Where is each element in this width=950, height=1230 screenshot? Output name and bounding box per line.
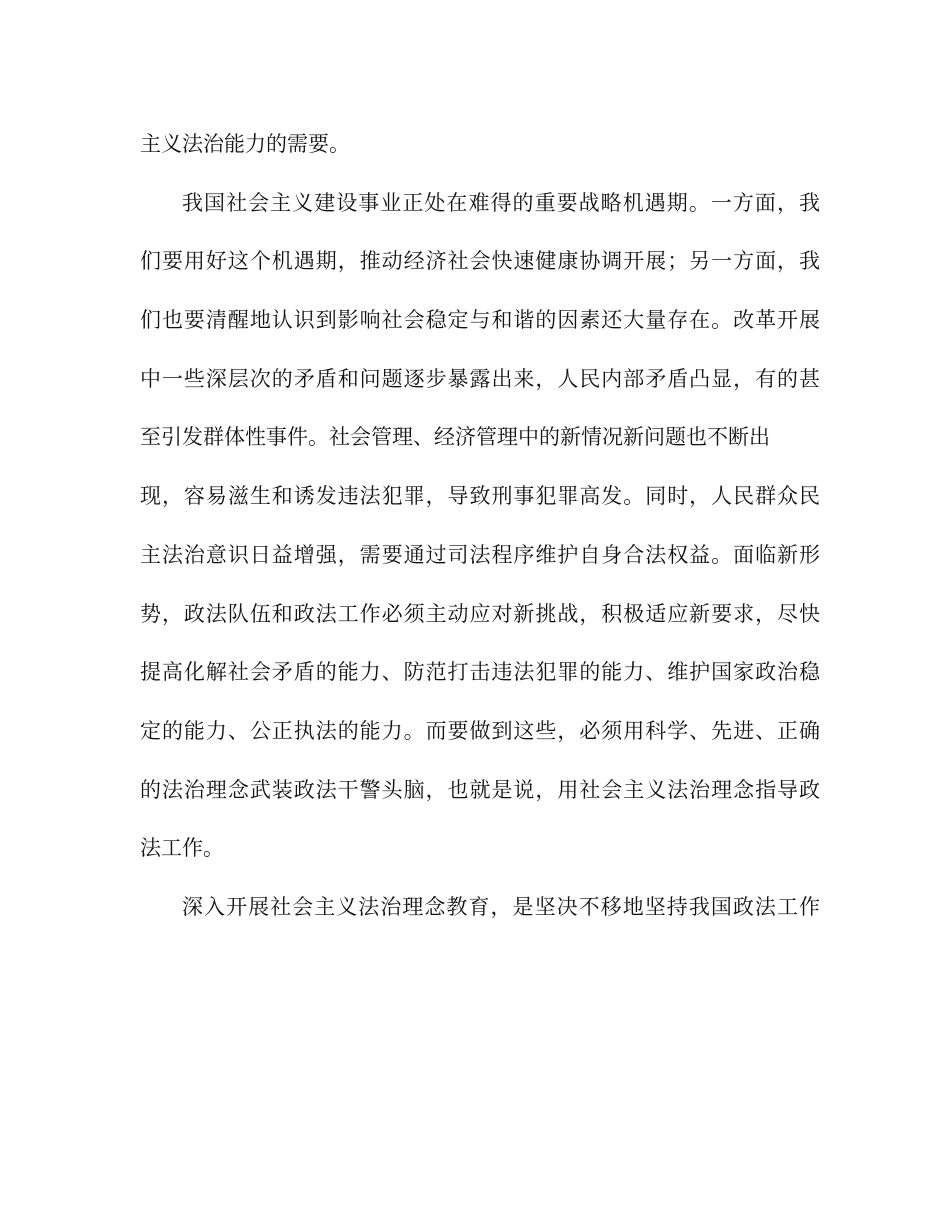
text-line: 我国社会主义建设事业正处在难得的重要战略机遇期。一方面，我 [182,190,820,215]
text-line: 们要用好这个机遇期，推动经济社会快速健康协调开展；另一方面，我 [140,249,820,274]
text-line: 中一些深层次的矛盾和问题逐步暴露出来，人民内部矛盾凸显，有的甚 [140,366,820,391]
text-line: 定的能力、公正执法的能力。而要做到这些，必须用科学、先进、正确 [140,718,820,743]
text-line: 提高化解社会矛盾的能力、防范打击违法犯罪的能力、维护国家政治稳 [140,660,820,685]
text-line: 深入开展社会主义法治理念教育，是坚决不移地坚持我国政法工作 [182,894,820,919]
text-line: 们也要清醒地认识到影响社会稳定与和谐的因素还大量存在。改革开展 [140,308,820,333]
text-line: 至引发群体性事件。社会管理、经济管理中的新情况新问题也不断出 [140,425,770,450]
body-text [140,123,820,928]
text-line: 法工作。 [140,836,224,861]
text-line: 主法治意识日益增强，需要通过司法程序维护自身合法权益。面临新形 [140,542,820,567]
text-line: 主义法治能力的需要。 [140,132,350,156]
text-line: 势，政法队伍和政法工作必须主动应对新挑战，积极适应新要求，尽快 [140,601,820,626]
text-line: 现，容易滋生和诱发违法犯罪，导致刑事犯罪高发。同时，人民群众民 [140,484,820,509]
text-line: 的法治理念武装政法干警头脑，也就是说，用社会主义法治理念指导政 [140,777,820,802]
